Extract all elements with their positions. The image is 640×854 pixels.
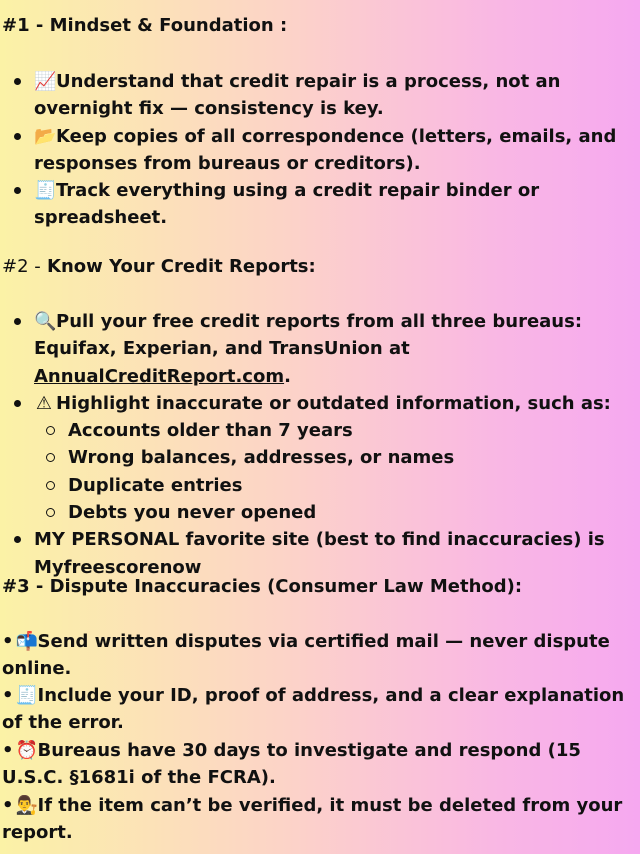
warning-icon: ⚠ — [35, 392, 53, 414]
sub-list-item: Debts you never opened — [34, 499, 634, 526]
section-3-item — [2, 628, 632, 683]
section-3-item — [2, 682, 632, 737]
sub-list-item: Wrong balances, addresses, or names — [34, 444, 634, 471]
list-item — [0, 123, 640, 178]
alarm-clock-icon: ⏰ — [15, 740, 38, 761]
list-item-punctuation: . — [284, 365, 291, 387]
list-item — [0, 308, 640, 390]
bullet-dot: • — [2, 631, 14, 652]
judge-icon: 👨‍⚖️ — [15, 795, 38, 816]
bullet-dot: • — [2, 685, 14, 706]
chart-increasing-icon: 📈 — [34, 71, 57, 92]
list-item-text: Pull your free credit reports from all three bureaus: Equifax, Experian, and TransUnion at — [34, 311, 583, 360]
sub-list-item: Accounts older than 7 years — [34, 417, 634, 444]
magnifier-icon: 🔍 — [34, 311, 57, 332]
section-2-heading — [2, 253, 316, 280]
sub-list-item: Duplicate entries — [34, 472, 634, 499]
folder-icon: 📂 — [34, 125, 57, 147]
section-3-heading: #3 - Dispute Inaccuracies (Consumer Law Method): — [2, 576, 523, 597]
annualcreditreport-link[interactable]: AnnualCreditReport.com — [34, 365, 285, 387]
receipt-icon: 🧾 — [15, 685, 38, 706]
bullet-dot: • — [2, 740, 14, 761]
section-1-list — [0, 68, 640, 232]
list-item-text: Understand that credit repair is a process, not an overnight fix — consistency is key. — [34, 71, 561, 120]
list-item — [0, 68, 640, 123]
list-item-text: Bureaus have 30 days to investigate and respond (15 U.S.C. §1681i of the FCRA). — [2, 740, 581, 789]
section-2-list — [0, 308, 640, 581]
list-item-text: Track everything using a credit repair binder or spreadsheet. — [34, 180, 540, 229]
mailbox-icon: 📬 — [15, 631, 38, 652]
section-1-heading: #1 - Mindset & Foundation : — [2, 15, 288, 36]
list-item — [0, 390, 640, 526]
section-3-item — [2, 737, 632, 792]
list-item-text: Include your ID, proof of address, and a clear explanation of the error. — [2, 685, 625, 734]
list-item-text: Keep copies of all correspondence (letters, emails, and responses from bureaus or creditors). — [34, 125, 617, 174]
list-item-text: Send written disputes via certified mail — never dispute online. — [2, 631, 610, 680]
list-item — [0, 177, 640, 232]
list-item-text: If the item can’t be verified, it must be deleted from your report. — [2, 795, 623, 844]
section-2-title: Know Your Credit Reports: — [47, 256, 316, 277]
inaccuracy-sublist — [34, 417, 634, 526]
bullet-dot: • — [2, 795, 14, 816]
section-2-number: #2 - — [2, 256, 41, 277]
list-item-text: Highlight inaccurate or outdated information, such as: — [56, 392, 611, 414]
receipt-icon: 🧾 — [34, 180, 57, 202]
section-3-item — [2, 792, 632, 847]
list-item: MY PERSONAL favorite site (best to find inaccuracies) is Myfreescorenow — [0, 526, 640, 581]
